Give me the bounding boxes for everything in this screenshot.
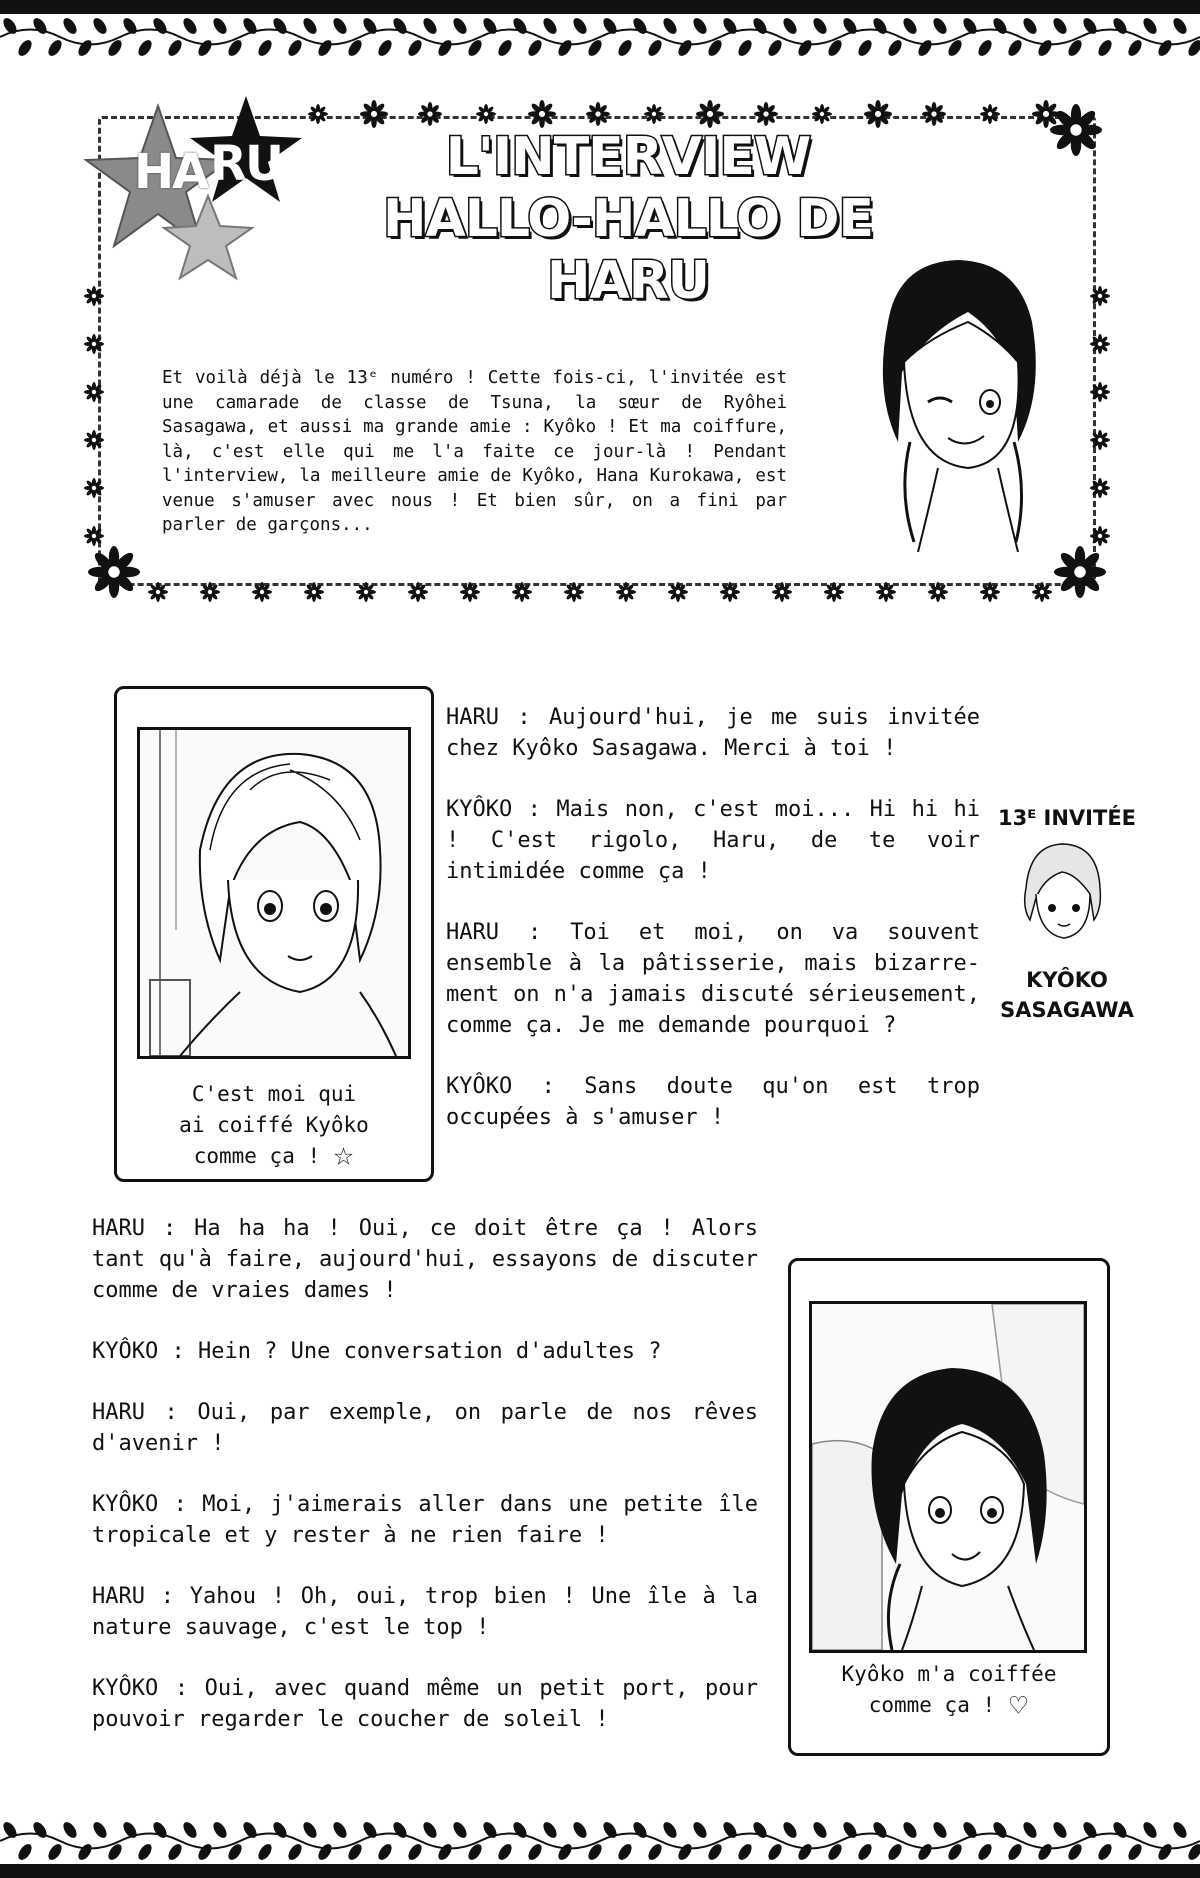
title-line-1: L'INTERVIEW <box>445 127 811 187</box>
leaf-icon <box>736 1842 755 1862</box>
flower-icon <box>476 104 496 124</box>
leaf-icon <box>286 38 305 58</box>
leaf-icon <box>391 16 410 36</box>
flower-icon <box>1050 104 1102 156</box>
flower-icon <box>84 430 104 450</box>
leaf-icon <box>1141 1820 1160 1840</box>
haru-star-badge <box>78 96 318 296</box>
leaf-icon <box>331 1820 350 1840</box>
guest-number-label: 13ᴱ INVITÉE <box>997 806 1137 830</box>
dialog-line: HARU : Yahou ! Oh, oui, trop bien ! Une île à la nature sauvage, c'est le top ! <box>92 1584 758 1640</box>
leaf-icon <box>181 1820 200 1840</box>
photo2-caption <box>791 1659 1107 1722</box>
flower-icon <box>1090 382 1110 402</box>
leaf-icon <box>931 16 950 36</box>
flower-icon <box>84 478 104 498</box>
flower-icon <box>864 100 892 128</box>
leaf-icon <box>901 16 920 36</box>
dialog-line: KYÔKO : Hein ? Une conversation d'adultes ? <box>92 1339 662 1364</box>
title-line-2: HALLO-HALLO DE HARU <box>382 189 874 311</box>
leaf-icon <box>31 1820 50 1840</box>
flower-icon <box>1090 526 1110 546</box>
guest-last-name: SASAGAWA <box>1000 998 1134 1022</box>
flower-icon <box>696 100 724 128</box>
leaf-icon <box>76 38 95 58</box>
leaf-icon <box>781 16 800 36</box>
leaf-icon <box>271 16 290 36</box>
leaf-icon <box>886 38 905 58</box>
leaf-icon <box>61 1820 80 1840</box>
flower-icon <box>148 582 168 602</box>
flower-icon <box>876 582 896 602</box>
leaf-icon <box>916 38 935 58</box>
leaf-icon <box>511 16 530 36</box>
leaf-icon <box>136 1842 155 1862</box>
flower-icon <box>84 334 104 354</box>
leaf-icon <box>301 1820 320 1840</box>
leaf-icon <box>451 16 470 36</box>
leaf-icon <box>976 38 995 58</box>
leaf-icon <box>616 1842 635 1862</box>
star-icon: ☆ <box>332 1142 355 1171</box>
kyoko-photo <box>137 727 411 1059</box>
leaf-icon <box>1096 1842 1115 1862</box>
flower-icon <box>616 582 636 602</box>
leaf-icon <box>391 1820 410 1840</box>
leaf-icon <box>556 38 575 58</box>
leaf-icon <box>1156 1842 1175 1862</box>
flower-icon <box>360 100 388 128</box>
flower-icon <box>1032 100 1060 128</box>
leaf-icon <box>196 38 215 58</box>
leaf-icon <box>436 1842 455 1862</box>
leaf-icon <box>1171 16 1190 36</box>
flower-icon <box>528 100 556 128</box>
leaf-icon <box>1051 1820 1070 1840</box>
flower-icon <box>1032 582 1052 602</box>
leaf-icon <box>1051 16 1070 36</box>
flower-icon <box>84 526 104 546</box>
flower-icon <box>980 582 1000 602</box>
leaf-icon <box>631 1820 650 1840</box>
haru-photo <box>809 1301 1087 1653</box>
photo1-caption <box>117 1079 431 1173</box>
leaf-icon <box>16 38 35 58</box>
guest-thumbnail <box>1012 838 1108 948</box>
leaf-icon <box>91 1820 110 1840</box>
leaf-icon <box>1006 1842 1025 1862</box>
leaf-icon <box>811 16 830 36</box>
dialog-line: KYÔKO : Oui, avec quand même un petit port, pour pouvoir regarder le coucher de soleil ! <box>92 1676 758 1732</box>
heart-icon: ♡ <box>1007 1691 1030 1720</box>
dialog-part-2 <box>92 1213 758 1765</box>
leaf-icon <box>376 38 395 58</box>
leaf-icon <box>991 1820 1010 1840</box>
leaf-icon <box>316 38 335 58</box>
flower-icon <box>1090 430 1110 450</box>
leaf-icon <box>661 16 680 36</box>
leaf-icon <box>496 1842 515 1862</box>
leaf-icon <box>271 1820 290 1840</box>
leaf-icon <box>1111 16 1130 36</box>
flower-icon <box>408 582 428 602</box>
leaf-icon <box>406 1842 425 1862</box>
flower-icon <box>1090 334 1110 354</box>
leaf-icon <box>871 16 890 36</box>
leaf-icon <box>646 1842 665 1862</box>
photo2-caption-line-2: comme ça ! <box>868 1693 996 1717</box>
dialog-line: KYÔKO : Mais non, c'est moi... Hi hi hi ! C'est rigolo, Haru, de te voir intimidée comme ça ! <box>446 797 980 884</box>
leaf-icon <box>1111 1820 1130 1840</box>
leaf-icon <box>46 38 65 58</box>
kyoko-short-hair-illustration <box>140 730 408 1056</box>
leaf-icon <box>1006 38 1025 58</box>
haru-portrait-illustration <box>818 242 1068 552</box>
leaf-icon <box>316 1842 335 1862</box>
leaf-icon <box>286 1842 305 1862</box>
leaf-icon <box>646 38 665 58</box>
flower-icon <box>824 582 844 602</box>
leaf-icon <box>1036 38 1055 58</box>
dialog-line: HARU : Ha ha ha ! Oui, ce doit être ça ! Alors tant qu'à faire, aujourd'hui, essayons de discuter comme de vraies dames ! <box>92 1216 758 1303</box>
leaf-icon <box>766 38 785 58</box>
leaf-icon <box>1171 1820 1190 1840</box>
leaf-icon <box>31 16 50 36</box>
flower-icon <box>812 104 832 124</box>
leaf-icon <box>781 1820 800 1840</box>
leaf-icon <box>496 38 515 58</box>
leaf-icon <box>856 1842 875 1862</box>
leaf-icon <box>856 38 875 58</box>
photo2-caption-line <box>791 1690 1107 1722</box>
leaf-icon <box>556 1842 575 1862</box>
leaf-icon <box>811 1820 830 1840</box>
leaf-icon <box>61 16 80 36</box>
leaf-icon <box>256 1842 275 1862</box>
leaf-icon <box>736 38 755 58</box>
leaf-icon <box>151 16 170 36</box>
leaf-icon <box>451 1820 470 1840</box>
leaf-icon <box>46 1842 65 1862</box>
leaf-icon <box>1126 38 1145 58</box>
leaf-icon <box>211 16 230 36</box>
leaf-icon <box>1036 1842 1055 1862</box>
leaf-icon <box>751 16 770 36</box>
guest-name <box>992 965 1142 1025</box>
leaf-icon <box>796 1842 815 1862</box>
flower-icon <box>928 582 948 602</box>
leaf-icon <box>931 1820 950 1840</box>
leaf-icon <box>91 16 110 36</box>
leaf-icon <box>301 16 320 36</box>
top-edge-band <box>0 0 1200 14</box>
leaf-icon <box>616 38 635 58</box>
flower-icon <box>922 102 946 126</box>
badge-ru-text: RU <box>210 136 282 192</box>
leaf-icon <box>211 1820 230 1840</box>
leaf-icon <box>541 16 560 36</box>
leaf-icon <box>571 16 590 36</box>
leaf-icon <box>541 1820 560 1840</box>
flower-icon <box>980 104 1000 124</box>
leaf-icon <box>166 1842 185 1862</box>
leaf-icon <box>511 1820 530 1840</box>
dialog-line: HARU : Aujourd'hui, je me suis invitée chez Kyôko Sasagawa. Merci à toi ! <box>446 705 980 761</box>
leaf-icon <box>916 1842 935 1862</box>
leaf-icon <box>1096 38 1115 58</box>
flower-icon <box>1090 478 1110 498</box>
intro-paragraph: Et voilà déjà le 13ᵉ numéro ! Cette fois-ci, l'invitée est une camarade de classe de Tsuna, la sœur de Ryôhei Sasagawa, et aussi ma grande amie : Kyôko ! Et ma coiffure, là, c'est elle qui me l'a faite ce jour-là ! Pendant l'interview, la meilleure amie de Kyôko, Hana Kurokawa, est venue s'amuser avec nous ! Et bien sûr, on a fini par parler de garçons... <box>162 368 787 535</box>
flower-icon <box>84 382 104 402</box>
photo1-caption-line <box>117 1141 431 1173</box>
flower-icon <box>512 582 532 602</box>
leaf-icon <box>421 1820 440 1840</box>
flower-icon <box>644 104 664 124</box>
guest-first-name: KYÔKO <box>1026 968 1108 992</box>
leaf-icon <box>436 38 455 58</box>
leaf-icon <box>376 1842 395 1862</box>
photo1-caption-line: C'est moi qui <box>191 1082 357 1106</box>
leaf-icon <box>406 38 425 58</box>
flower-icon <box>460 582 480 602</box>
leaf-icon <box>676 38 695 58</box>
leaf-icon <box>661 1820 680 1840</box>
flower-icon <box>200 582 220 602</box>
leaf-icon <box>886 1842 905 1862</box>
leaf-icon <box>196 1842 215 1862</box>
dialog-line: HARU : Toi et moi, on va souvent ensemble à la pâtisserie, mais bizarre-ment on n'a jamais discuté sérieusement, comme ça. Je me demande pourquoi ? <box>446 920 980 1038</box>
flower-icon <box>668 582 688 602</box>
photo1-caption-line: ai coiffé Kyôko <box>179 1113 369 1137</box>
badge-ha-text: HA <box>134 144 208 200</box>
bottom-leaf-border <box>0 1818 1200 1864</box>
leaf-icon <box>901 1820 920 1840</box>
flower-icon <box>252 582 272 602</box>
flower-icon <box>304 582 324 602</box>
leaf-icon <box>256 38 275 58</box>
leaf-icon <box>676 1842 695 1862</box>
haru-hairstyle-illustration <box>812 1304 1084 1650</box>
leaf-icon <box>796 38 815 58</box>
flower-icon <box>586 102 610 126</box>
photo-card-haru-by-kyoko <box>788 1258 1110 1756</box>
photo-card-kyoko-by-haru <box>114 686 434 1182</box>
dialog-part-1 <box>446 702 980 1163</box>
flower-icon <box>1054 546 1106 598</box>
bottom-edge-band <box>0 1864 1200 1878</box>
leaf-icon <box>136 38 155 58</box>
flower-icon <box>720 582 740 602</box>
flower-icon <box>356 582 376 602</box>
leaf-icon <box>181 16 200 36</box>
leaf-icon <box>1141 16 1160 36</box>
flower-icon <box>564 582 584 602</box>
leaf-icon <box>571 1820 590 1840</box>
top-leaf-border <box>0 14 1200 60</box>
leaf-icon <box>76 1842 95 1862</box>
dialog-line: KYÔKO : Sans doute qu'on est trop occupées à s'amuser ! <box>446 1074 980 1130</box>
leaf-icon <box>1021 1820 1040 1840</box>
leaf-icon <box>766 1842 785 1862</box>
leaf-icon <box>691 16 710 36</box>
leaf-icon <box>691 1820 710 1840</box>
leaf-icon <box>751 1820 770 1840</box>
leaf-icon <box>976 1842 995 1862</box>
leaf-icon <box>166 38 185 58</box>
leaf-icon <box>421 16 440 36</box>
interview-header-frame <box>78 96 1116 606</box>
leaf-icon <box>151 1820 170 1840</box>
flower-icon <box>772 582 792 602</box>
leaf-icon <box>526 1842 545 1862</box>
leaf-icon <box>991 16 1010 36</box>
leaf-icon <box>871 1820 890 1840</box>
leaf-icon <box>1156 38 1175 58</box>
dialog-line: KYÔKO : Moi, j'aimerais aller dans une petite île tropicale et y rester à ne rien faire ! <box>92 1492 758 1548</box>
flower-icon <box>1090 286 1110 306</box>
photo2-caption-line: Kyôko m'a coiffée <box>841 1662 1057 1686</box>
dialog-line: HARU : Oui, par exemple, on parle de nos rêves d'avenir ! <box>92 1400 758 1456</box>
leaf-icon <box>331 16 350 36</box>
leaf-icon <box>526 38 545 58</box>
leaf-icon <box>631 16 650 36</box>
flower-icon <box>418 102 442 126</box>
leaf-icon <box>16 1842 35 1862</box>
leaf-icon <box>1021 16 1040 36</box>
photo1-caption-line-3: comme ça ! <box>193 1144 321 1168</box>
flower-icon <box>754 102 778 126</box>
flower-icon <box>88 546 140 598</box>
leaf-icon <box>1126 1842 1145 1862</box>
